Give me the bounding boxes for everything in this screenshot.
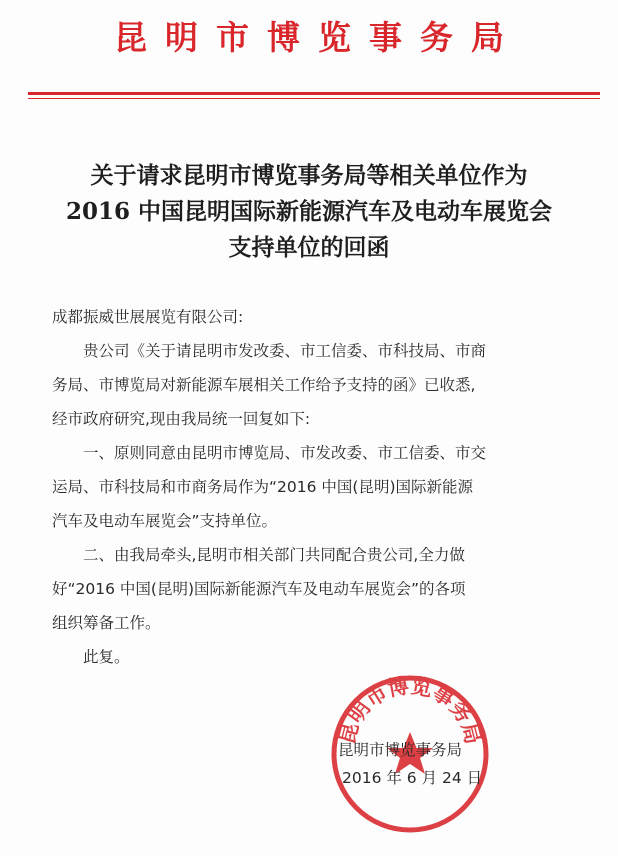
- paragraph-intro: [52, 334, 572, 436]
- paragraph-line: 务局、市博览局对新能源车展相关工作给予支持的函》已收悉,: [52, 376, 476, 394]
- paragraph-line: 运局、市科技局和市商务局作为“2016 中国(昆明)国际新能源: [52, 478, 473, 496]
- paragraph-line: 经市政府研究,现由我局统一回复如下:: [52, 410, 311, 428]
- paragraph-item-2: [52, 538, 572, 640]
- paragraph-line: 二、由我局牵头,昆明市相关部门共同配合贵公司,全力做: [83, 546, 465, 564]
- title-line-3: 支持单位的回函: [228, 234, 390, 261]
- paragraph-line: 一、原则同意由昆明市博览局、市发改委、市工信委、市交: [83, 444, 487, 462]
- paragraph-line: 好“2016 中国(昆明)国际新能源汽车及电动车展览会”的各项: [52, 580, 466, 598]
- letterhead-rule-thin: [28, 98, 600, 99]
- seal-text: 昆明市博览事务局: [333, 672, 487, 747]
- paragraph-closing: [52, 640, 572, 674]
- salutation: 成都振威世展展览有限公司:: [52, 308, 244, 326]
- paragraph-line: 汽车及电动车展览会”支持单位。: [52, 512, 278, 530]
- signature-org: 昆明市博览事务局: [338, 741, 463, 759]
- paragraph-line: 组织筹备工作。: [52, 614, 161, 632]
- signature-date: 2016 年 6 月 24 日: [342, 769, 483, 787]
- paragraph-line: 贵公司《关于请昆明市发改委、市工信委、市科技局、市商: [83, 342, 487, 360]
- document-body: [52, 300, 572, 674]
- letterhead-title: 昆明市博览事务局: [114, 18, 522, 57]
- title-line-2: 2016 中国昆明国际新能源汽车及电动车展览会: [65, 198, 553, 225]
- signature-block: [338, 736, 482, 792]
- title-line-1: 关于请求昆明市博览事务局等相关单位作为: [90, 162, 528, 189]
- paragraph-item-1: [52, 436, 572, 538]
- paragraph-line: 此复。: [83, 648, 130, 666]
- letterhead-rule-thick: [28, 92, 600, 95]
- document-title: [30, 158, 588, 266]
